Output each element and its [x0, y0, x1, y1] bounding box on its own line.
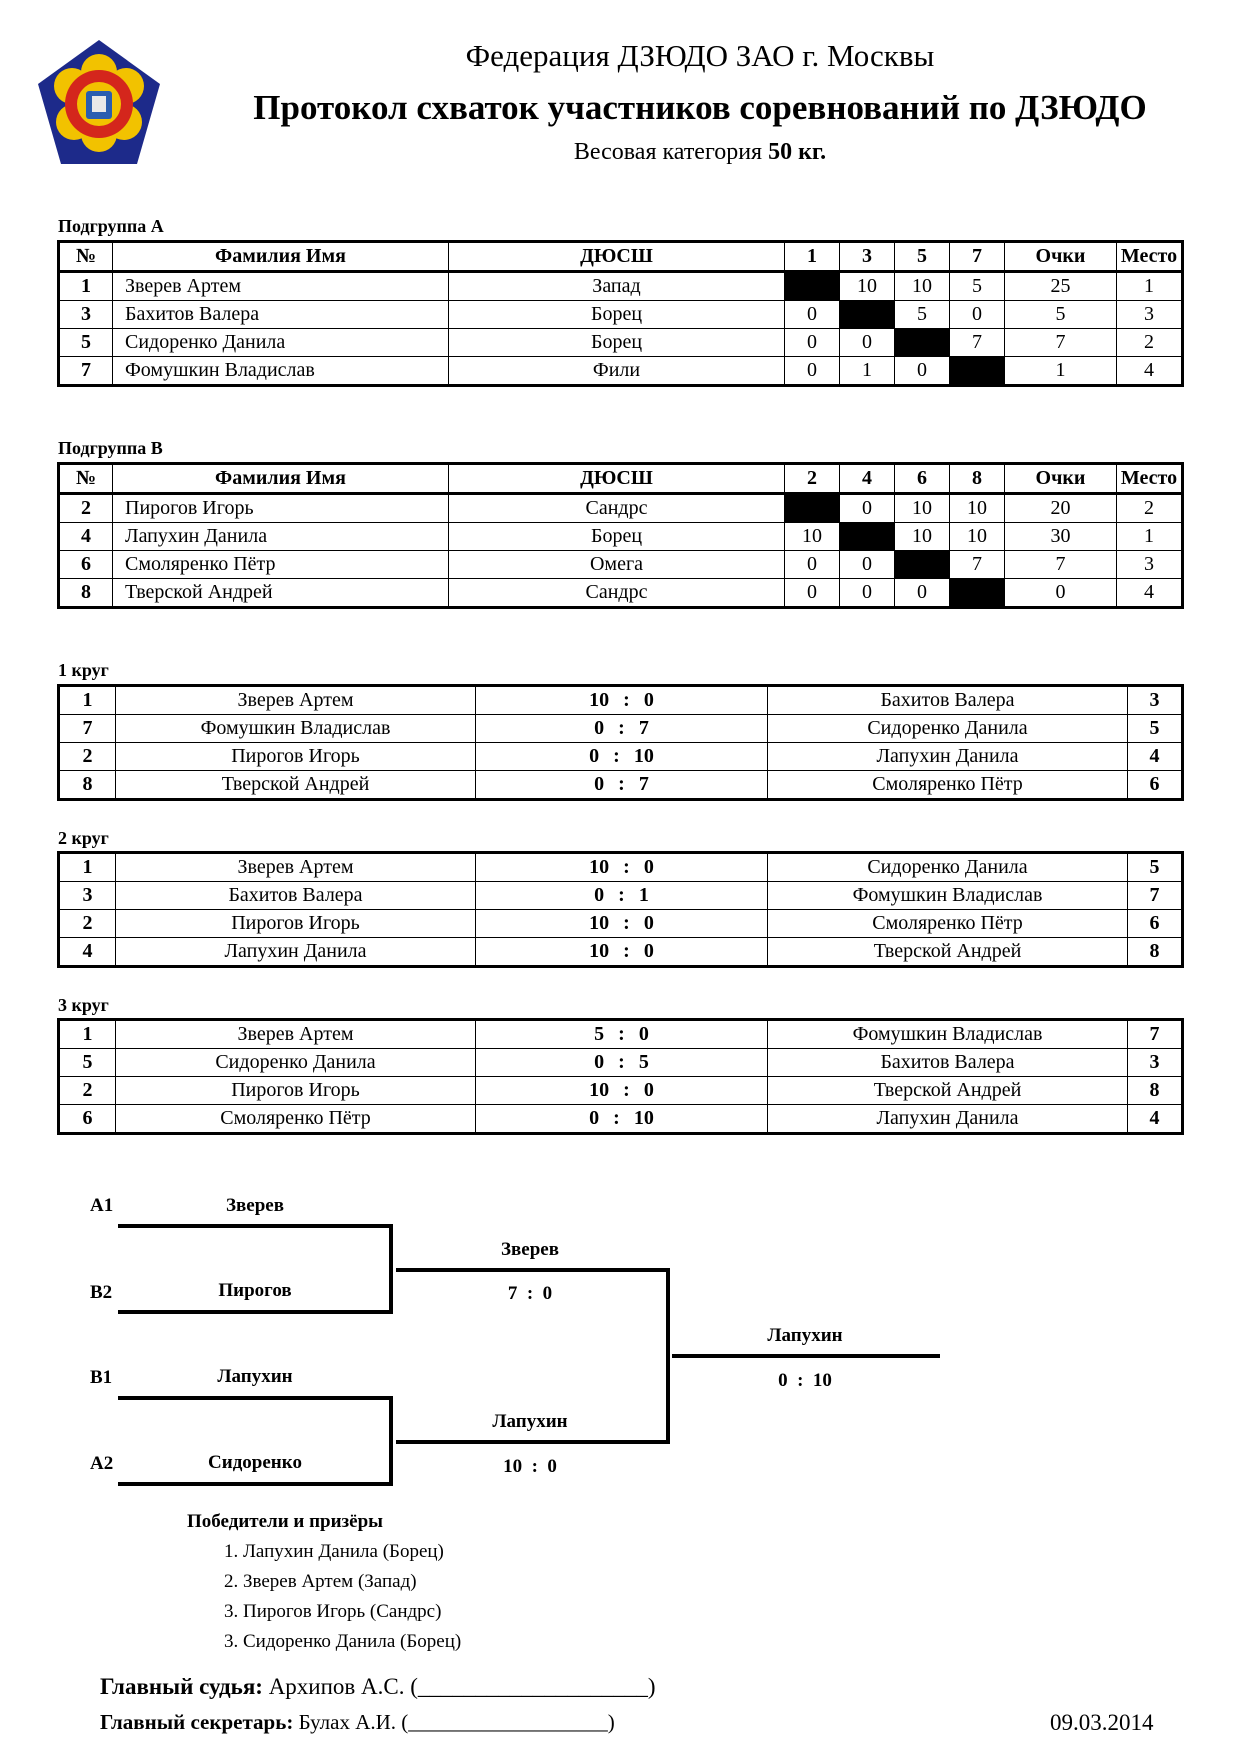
fighter-1-name: Зверев Артем [116, 686, 476, 715]
weight-label: Весовая категория [573, 139, 763, 165]
winner-1: 1. Лапухин Данила (Борец) [224, 1541, 444, 1562]
participant-name: Сидоренко Данила [113, 329, 449, 357]
chief-secretary [100, 1710, 615, 1735]
fighter-2-name: Лапухин Данила [768, 743, 1128, 771]
semifinal-2-score: 10 : 0 [503, 1456, 557, 1477]
participant-name: Пирогов Игорь [113, 494, 449, 523]
chief-judge-value: Архипов А.С. (____________________) [268, 1674, 656, 1699]
column-header: № [59, 464, 113, 494]
fighter-1-name: Бахитов Валера [116, 882, 476, 910]
column-header: 2 [785, 464, 840, 494]
fighter-2-name: Фомушкин Владислав [768, 882, 1128, 910]
place: 4 [1117, 579, 1183, 608]
semifinal-1-score: 7 : 0 [507, 1283, 553, 1304]
score-2: 0 [643, 940, 654, 962]
group-a-label: Подгруппа А [58, 216, 164, 236]
participant-name: Бахитов Валера [113, 301, 449, 329]
fighter-1-number: 3 [59, 882, 116, 910]
fighter-1-number: 8 [59, 771, 116, 800]
fighter-1-number: 2 [59, 910, 116, 938]
fighter-1-name: Пирогов Игорь [116, 743, 476, 771]
bout-score: 0 [785, 357, 840, 386]
bout-score: 0 [840, 579, 895, 608]
score-2: 10 [633, 745, 654, 767]
score-1: 0 [594, 884, 605, 906]
place: 2 [1117, 329, 1183, 357]
column-header: 3 [840, 242, 895, 272]
place: 1 [1117, 523, 1183, 551]
fighter-2-number: 5 [1128, 715, 1183, 743]
fighter-2-number: 7 [1128, 882, 1183, 910]
place: 3 [1117, 551, 1183, 579]
points-total: 25 [1005, 272, 1117, 301]
fighter-1-number: 4 [59, 938, 116, 967]
place: 4 [1117, 357, 1183, 386]
participant-name: Тверской Андрей [113, 579, 449, 608]
points-total: 1 [1005, 357, 1117, 386]
score-separator: : [613, 1107, 620, 1129]
score-separator: : [623, 940, 630, 962]
bout-score: 0 [785, 551, 840, 579]
score-separator: : [618, 884, 625, 906]
column-header: ДЮСШ [449, 464, 785, 494]
final-winner: Лапухин [767, 1325, 843, 1346]
score-2: 0 [643, 1079, 654, 1101]
participant-name: Смоляренко Пётр [113, 551, 449, 579]
place: 3 [1117, 301, 1183, 329]
participant-club: Фили [449, 357, 785, 386]
fighter-2-number: 3 [1128, 686, 1183, 715]
score-separator: : [618, 773, 625, 795]
participant-club: Сандрс [449, 579, 785, 608]
winner-2: 2. Зверев Артем (Запад) [224, 1571, 417, 1592]
fighter-2-number: 8 [1128, 938, 1183, 967]
score-2: 7 [638, 773, 649, 795]
fighter-1-number: 7 [59, 715, 116, 743]
column-header: 4 [840, 464, 895, 494]
column-header: Очки [1005, 464, 1117, 494]
fighter-2-number: 4 [1128, 1105, 1183, 1134]
participant-club: Борец [449, 523, 785, 551]
bout-score: 5 [950, 272, 1005, 301]
bout-score: 0 [785, 329, 840, 357]
round-3-label: 3 круг [58, 995, 109, 1015]
fighter-2-name: Лапухин Данила [768, 1105, 1128, 1134]
column-header: Фамилия Имя [113, 242, 449, 272]
bout-score: 0 [895, 579, 950, 608]
participant-number: 2 [59, 494, 113, 523]
column-header: Место [1117, 464, 1183, 494]
seed-b1-name: Лапухин [217, 1366, 293, 1387]
fighter-1-number: 1 [59, 686, 116, 715]
round-2-label: 2 круг [58, 828, 109, 848]
score-separator: : [623, 856, 630, 878]
participant-number: 7 [59, 357, 113, 386]
fighter-2-name: Тверской Андрей [768, 938, 1128, 967]
score-1: 5 [594, 1023, 605, 1045]
column-header: 7 [950, 242, 1005, 272]
points-total: 5 [1005, 301, 1117, 329]
score-2: 0 [643, 856, 654, 878]
score-2: 0 [638, 1023, 649, 1045]
bout-score: 0 [840, 329, 895, 357]
bout-score: 0 [785, 579, 840, 608]
fighter-1-name: Фомушкин Владислав [116, 715, 476, 743]
place: 2 [1117, 494, 1183, 523]
fighter-2-number: 4 [1128, 743, 1183, 771]
fighter-1-name: Пирогов Игорь [116, 910, 476, 938]
participant-number: 8 [59, 579, 113, 608]
fighter-2-number: 6 [1128, 771, 1183, 800]
bout-score: 10 [785, 523, 840, 551]
score-separator: : [618, 1051, 625, 1073]
participant-name: Зверев Артем [113, 272, 449, 301]
fighter-2-name: Тверской Андрей [768, 1077, 1128, 1105]
fighter-1-name: Сидоренко Данила [116, 1049, 476, 1077]
bout-score: 10 [895, 494, 950, 523]
score-separator: : [618, 1023, 625, 1045]
column-header: Фамилия Имя [113, 464, 449, 494]
seed-b1: B1 [90, 1367, 113, 1388]
score-2: 10 [633, 1107, 654, 1129]
score-1: 0 [589, 1107, 600, 1129]
fighter-1-name: Зверев Артем [116, 853, 476, 882]
fighter-2-number: 5 [1128, 853, 1183, 882]
bout-score: 0 [895, 357, 950, 386]
points-total: 0 [1005, 579, 1117, 608]
winners-title: Победители и призёры [187, 1511, 384, 1532]
fighter-2-number: 7 [1128, 1020, 1183, 1049]
fighter-2-name: Смоляренко Пётр [768, 771, 1128, 800]
bout-score: 5 [895, 301, 950, 329]
points-total: 7 [1005, 329, 1117, 357]
fighter-1-number: 1 [59, 853, 116, 882]
score-separator: : [623, 689, 630, 711]
column-header: ДЮСШ [449, 242, 785, 272]
participant-number: 1 [59, 272, 113, 301]
semifinal-1-winner: Зверев [501, 1239, 559, 1260]
participant-club: Запад [449, 272, 785, 301]
fighter-1-number: 2 [59, 1077, 116, 1105]
federation-name: Федерация ДЗЮДО ЗАО г. Москвы [465, 38, 935, 73]
protocol-date: 09.03.2014 [1050, 1710, 1154, 1735]
bout-score: 10 [840, 272, 895, 301]
participant-club: Сандрс [449, 494, 785, 523]
score-1: 0 [594, 717, 605, 739]
column-header: Очки [1005, 242, 1117, 272]
column-header: № [59, 242, 113, 272]
bout-score: 7 [950, 329, 1005, 357]
bout-score: 1 [840, 357, 895, 386]
seed-a2: A2 [90, 1453, 114, 1474]
winner-3b: 3. Сидоренко Данила (Борец) [224, 1631, 462, 1652]
participant-number: 4 [59, 523, 113, 551]
semifinal-2-winner: Лапухин [492, 1411, 568, 1432]
bout-score: 10 [950, 523, 1005, 551]
participant-number: 5 [59, 329, 113, 357]
fighter-2-name: Смоляренко Пётр [768, 910, 1128, 938]
bout-score: 7 [950, 551, 1005, 579]
column-header: Место [1117, 242, 1183, 272]
seed-a1-name: Зверев [226, 1195, 284, 1216]
score-separator: : [623, 1079, 630, 1101]
fighter-1-number: 5 [59, 1049, 116, 1077]
score-2: 1 [638, 884, 649, 906]
chief-judge-label: Главный судья: [100, 1674, 263, 1699]
bout-score: 10 [950, 494, 1005, 523]
fighter-1-number: 6 [59, 1105, 116, 1134]
fighter-2-number: 3 [1128, 1049, 1183, 1077]
score-2: 7 [638, 717, 649, 739]
score-1: 10 [589, 689, 610, 711]
seed-b2: B2 [90, 1282, 113, 1303]
score-2: 0 [643, 912, 654, 934]
fighter-2-number: 6 [1128, 910, 1183, 938]
score-1: 0 [589, 745, 600, 767]
winner-3a: 3. Пирогов Игорь (Сандрс) [224, 1601, 442, 1622]
participant-club: Борец [449, 301, 785, 329]
participant-number: 3 [59, 301, 113, 329]
participant-number: 6 [59, 551, 113, 579]
score-separator: : [613, 745, 620, 767]
page-title: Протокол схваток участников соревнований по ДЗЮДО [253, 88, 1147, 127]
chief-judge [100, 1674, 656, 1700]
fighter-2-name: Бахитов Валера [768, 1049, 1128, 1077]
bout-score: 10 [895, 523, 950, 551]
participant-club: Омега [449, 551, 785, 579]
seed-b2-name: Пирогов [218, 1280, 292, 1301]
column-header: 8 [950, 464, 1005, 494]
fighter-1-number: 1 [59, 1020, 116, 1049]
fighter-2-name: Сидоренко Данила [768, 715, 1128, 743]
score-1: 10 [589, 856, 610, 878]
bout-score: 0 [950, 301, 1005, 329]
score-1: 0 [594, 773, 605, 795]
bout-score: 10 [895, 272, 950, 301]
fighter-1-name: Смоляренко Пётр [116, 1105, 476, 1134]
column-header: 6 [895, 464, 950, 494]
bout-score: 0 [840, 494, 895, 523]
fighter-2-name: Бахитов Валера [768, 686, 1128, 715]
final-score: 0 : 10 [778, 1370, 832, 1391]
score-1: 10 [589, 912, 610, 934]
column-header: 5 [895, 242, 950, 272]
chief-secretary-value: Булах А.И. (___________________) [298, 1710, 615, 1734]
fighter-1-name: Тверской Андрей [116, 771, 476, 800]
score-separator: : [623, 912, 630, 934]
place: 1 [1117, 272, 1183, 301]
fighter-2-name: Сидоренко Данила [768, 853, 1128, 882]
seed-a2-name: Сидоренко [208, 1452, 302, 1473]
score-1: 0 [594, 1051, 605, 1073]
participant-name: Лапухин Данила [113, 523, 449, 551]
participant-club: Борец [449, 329, 785, 357]
fighter-2-number: 8 [1128, 1077, 1183, 1105]
column-header: 1 [785, 242, 840, 272]
fighter-1-name: Зверев Артем [116, 1020, 476, 1049]
score-2: 5 [638, 1051, 649, 1073]
fighter-2-name: Фомушкин Владислав [768, 1020, 1128, 1049]
chief-secretary-label: Главный секретарь: [100, 1710, 294, 1734]
round-1-label: 1 круг [58, 660, 109, 680]
seed-a1: A1 [90, 1195, 114, 1216]
score-2: 0 [643, 689, 654, 711]
bout-score: 0 [840, 551, 895, 579]
group-b-label: Подгруппа В [58, 438, 163, 458]
score-1: 10 [589, 940, 610, 962]
fighter-1-name: Лапухин Данила [116, 938, 476, 967]
weight-value: 50 кг. [768, 139, 827, 165]
points-total: 30 [1005, 523, 1117, 551]
score-separator: : [618, 717, 625, 739]
points-total: 7 [1005, 551, 1117, 579]
fighter-1-number: 2 [59, 743, 116, 771]
points-total: 20 [1005, 494, 1117, 523]
score-1: 10 [589, 1079, 610, 1101]
participant-name: Фомушкин Владислав [113, 357, 449, 386]
bout-score: 0 [785, 301, 840, 329]
fighter-1-name: Пирогов Игорь [116, 1077, 476, 1105]
